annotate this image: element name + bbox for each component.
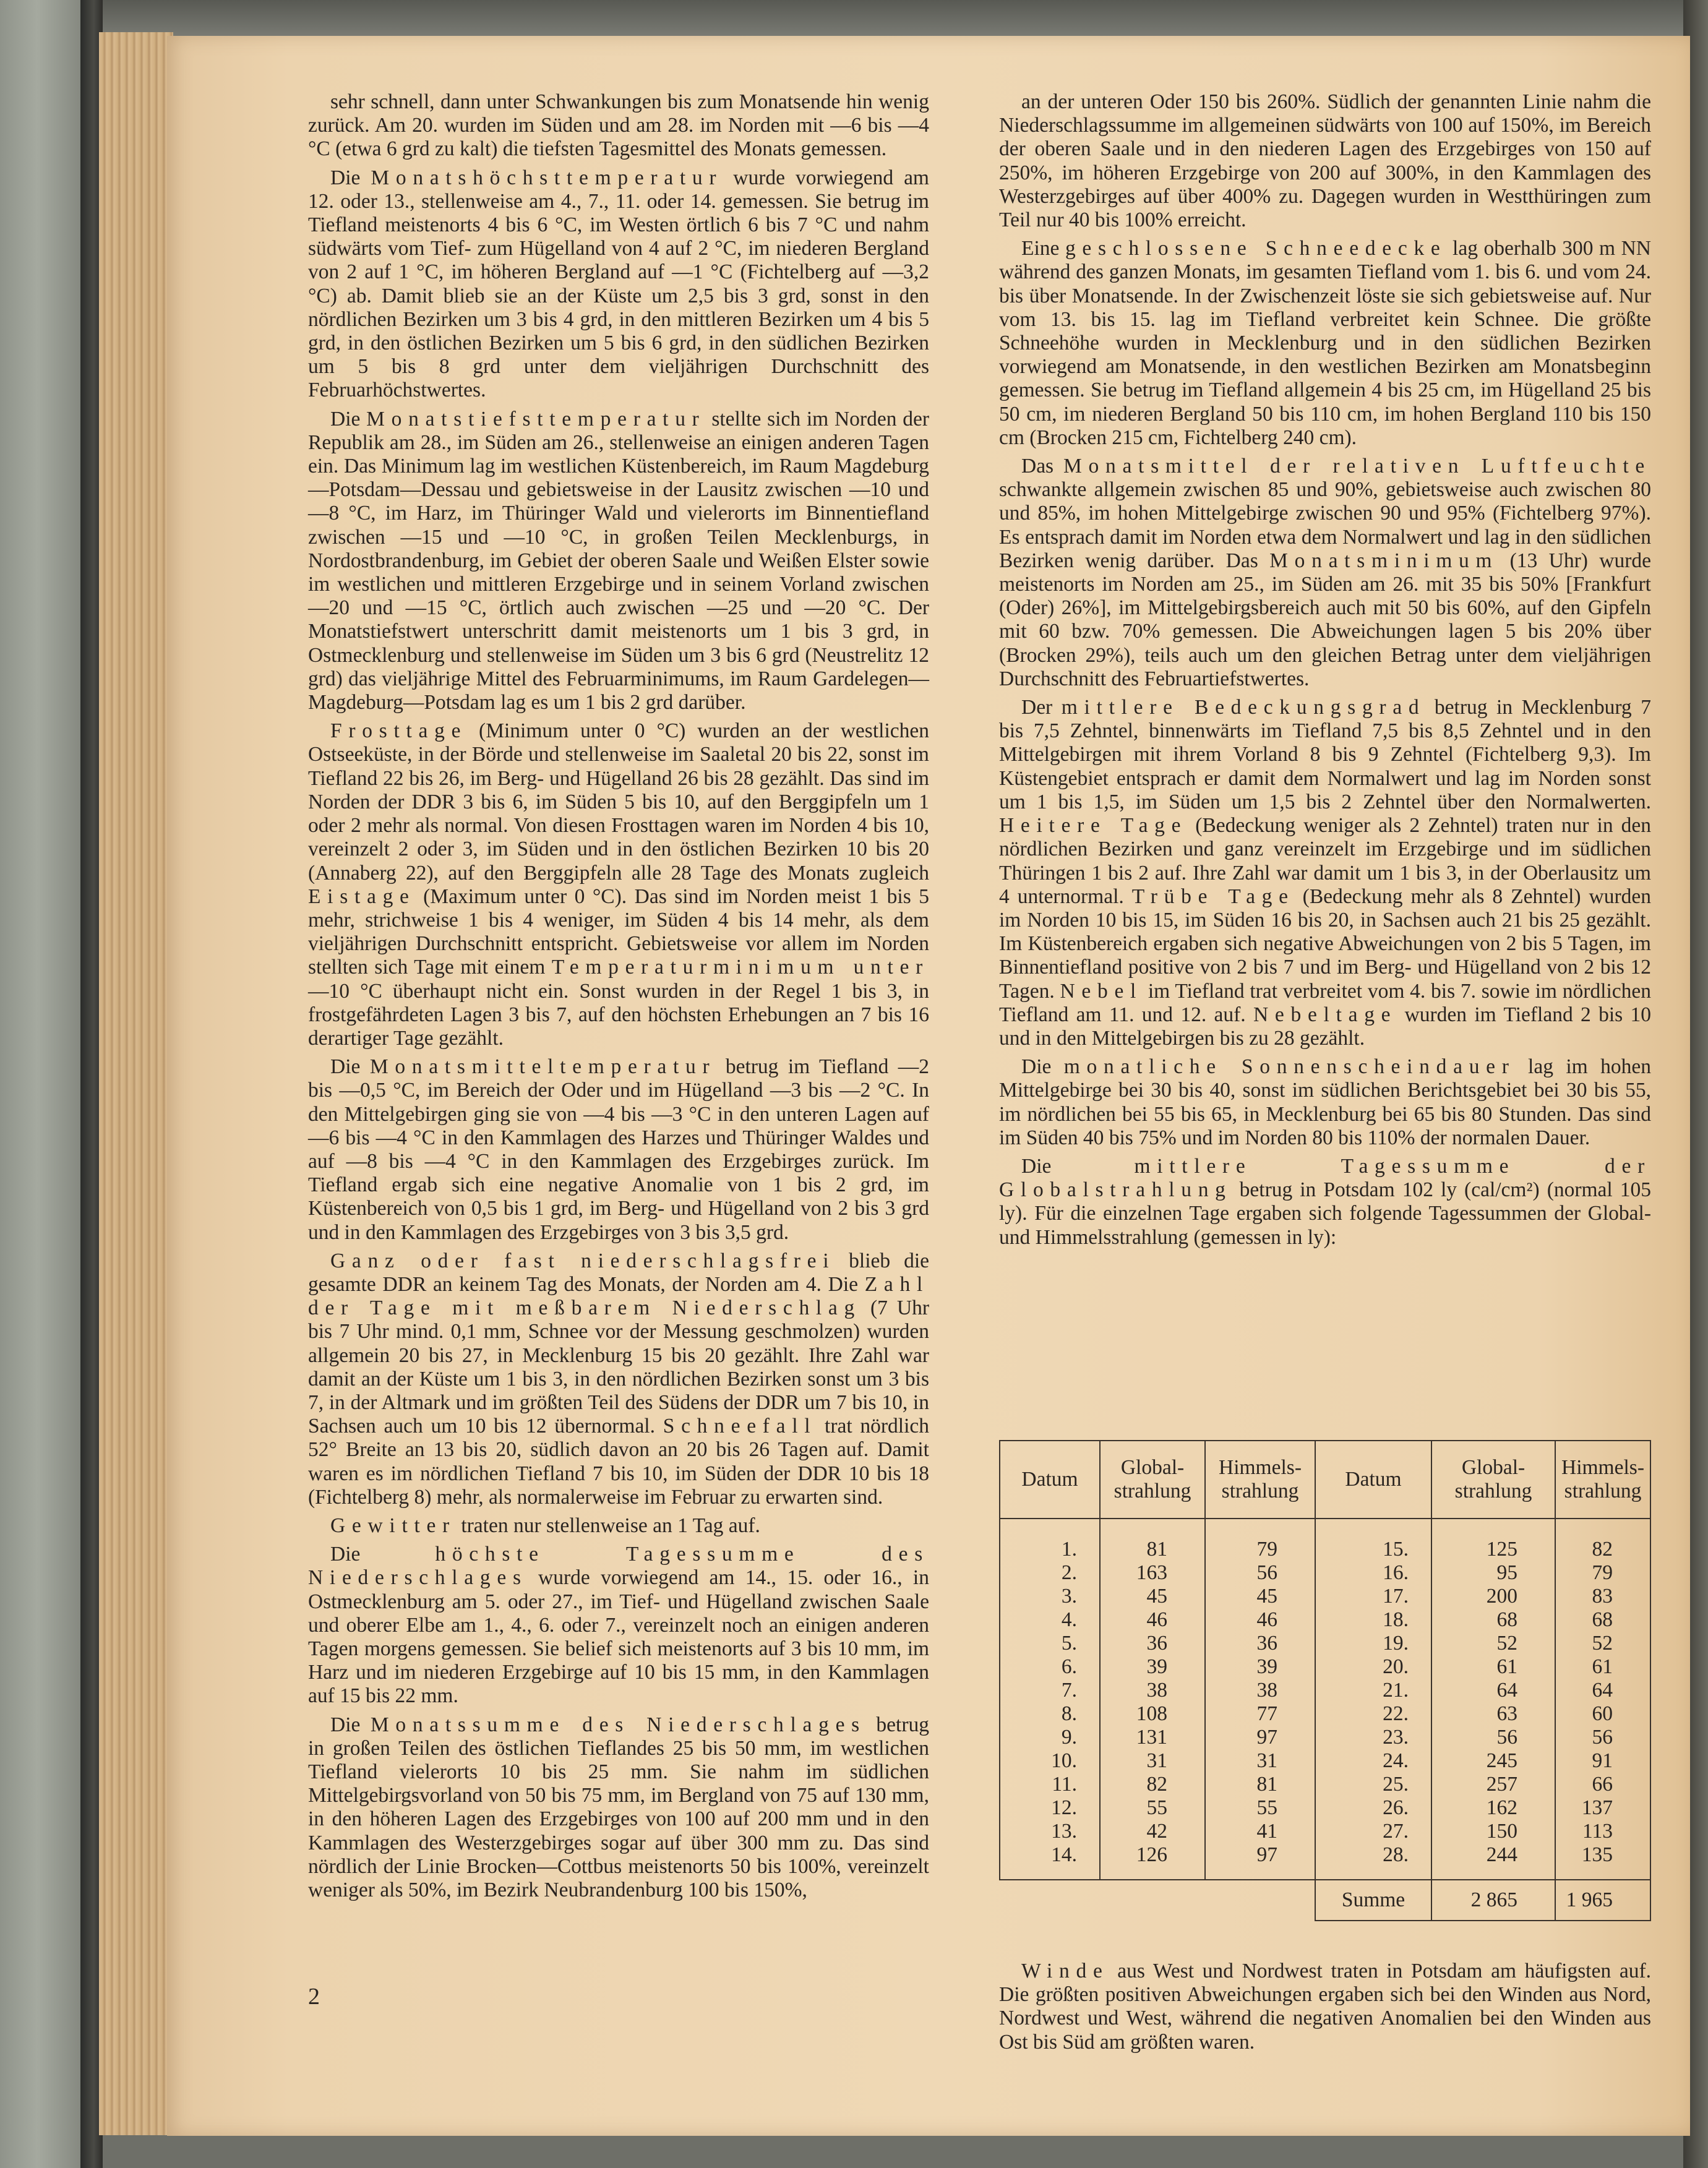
table-cell: 68 xyxy=(1431,1608,1555,1632)
table-cell: 7. xyxy=(1000,1679,1100,1702)
table-cell: 135 xyxy=(1555,1843,1650,1880)
paragraph xyxy=(308,1514,929,1538)
paragraph xyxy=(308,1543,929,1708)
spaced-term: Monatshöchsttemperatur xyxy=(371,166,723,189)
spaced-term: Frosttage xyxy=(330,719,468,743)
spaced-term: Zahl der Tage mit meßbarem Niederschlag xyxy=(308,1272,929,1320)
table-cell: 31 xyxy=(1100,1749,1205,1773)
text-run: (Bedeckung mehr als 8 Zehntel) wurden im Norden 10 bis 15, im Süden 16 bis 20, in Sachsen auch 21 bis 25 gezählt. Im Küstenbereich ergaben sich negative Abweichungen von 2 bis 5 Tagen, im Binnentiefland positive von 2 bis 7 und im Berg- und Hügelland von 2 bis 12 Tagen. xyxy=(999,885,1651,1003)
text-run: wurde vorwiegend am 14., 15. oder 16., in Ostmecklenburg am 5. oder 27., im Tief- und Hügelland zwischen Saale und oberer Elbe am 1., 4., 6. oder 7., vereinzelt noch an einigen anderen Tagen morgens gemessen. Sie belief sich meistenorts auf 3 bis 10 mm, im Harz und im niederen Erzgebirge auf 10 bis 15 mm, in den Kammlagen auf 15 bis 22 mm. xyxy=(308,1566,929,1708)
table-cell: 22. xyxy=(1315,1702,1431,1726)
table-cell: 83 xyxy=(1555,1585,1650,1608)
text-run: (7 Uhr bis 7 Uhr mind. 0,1 mm, Schnee vor der Messung geschmolzen) wurden allgemein 20 bis 27, in Mecklenburg 15 bis 20 gezählt. Ihre Zahl war damit an der Küste um 1 bis 3, in den nördlichen Bezirken sonst um 3 bis 7, in der Altmark und im größten Teil des Südens der DDR um 7 bis 10, in Sachsen auch um 10 bis 12 übernormal. xyxy=(308,1296,929,1438)
table-row xyxy=(1000,1820,1650,1843)
table-cell: 77 xyxy=(1205,1702,1315,1726)
table-cell: 46 xyxy=(1205,1608,1315,1632)
header-datum-2: Datum xyxy=(1315,1441,1431,1519)
table-cell: 6. xyxy=(1000,1655,1100,1679)
paragraph xyxy=(999,1960,1651,2054)
table-cell: 82 xyxy=(1100,1773,1205,1796)
table-cell: 31 xyxy=(1205,1749,1315,1773)
table-cell: 97 xyxy=(1205,1843,1315,1880)
table-sum-row xyxy=(1000,1880,1650,1921)
spaced-term: geschlossene Schneedecke xyxy=(1065,237,1447,260)
table-cell: 131 xyxy=(1100,1726,1205,1749)
table-row xyxy=(1000,1796,1650,1820)
header-datum-1: Datum xyxy=(1000,1441,1100,1519)
table-cell: 63 xyxy=(1431,1702,1555,1726)
paragraph xyxy=(999,1055,1651,1150)
table-row xyxy=(1000,1655,1650,1679)
spaced-term: Nebeltage xyxy=(1253,1003,1397,1026)
spaced-term: mittlere Bedeckungsgrad xyxy=(1061,696,1426,719)
table-row xyxy=(1000,1679,1650,1702)
text-run: lag oberhalb 300 m NN während des ganzen Monats, im gesamten Tiefland vom 1. bis 6. und vom 24. bis über Monatsende. In der Zwischenzeit löste sie sich gebietsweise auf. Nur vom 13. bis 15. lag im Tiefland verbreitet kein Schnee. Die größte Schneehöhe wurden in Mecklenburg und in den südlichen Bezirken vorwiegend am Monatsende, in den westlichen Bezirken am Monatsbeginn gemessen. Sie betrug im Tiefland allgemein 4 bis 25 cm, im Hügelland 25 bis 50 cm, im niederen Bergland 50 bis 110 cm, im hohen Bergland 110 bis 150 cm (Brocken 215 cm, Fichtelberg 240 cm). xyxy=(999,237,1651,449)
table-cell: 108 xyxy=(1100,1702,1205,1726)
table-cell: 25. xyxy=(1315,1773,1431,1796)
table-row xyxy=(1000,1702,1650,1726)
text-run: (Bedeckung weniger als 2 Zehntel) traten nur in den nördlichen Bezirken und ganz vereinzelt im Erzgebirge und im südlichen Thüringen 1 bis 2 auf. Ihre Zahl war damit um 1 bis 3, in der Oberlausitz um 4 unternormal. xyxy=(999,814,1652,908)
table-cell: 19. xyxy=(1315,1632,1431,1655)
table-cell: 79 xyxy=(1205,1538,1315,1561)
table-cell: 11. xyxy=(1000,1773,1100,1796)
table-cell: 64 xyxy=(1431,1679,1555,1702)
table-cell: 1. xyxy=(1000,1538,1100,1561)
spaced-term: Eistage xyxy=(308,885,416,908)
sum-label: Summe xyxy=(1315,1880,1431,1921)
table-cell: 5. xyxy=(1000,1632,1100,1655)
table-cell: 45 xyxy=(1205,1585,1315,1608)
table-cell: 61 xyxy=(1555,1655,1650,1679)
table-row xyxy=(1000,1608,1650,1632)
text-run: betrug in Potsdam 102 ly (cal/cm²) (normal 105 ly). Für die einzelnen Tage ergaben sich folgende Tagessummen der Global- und Himmelsstrahlung (gemessen in ly): xyxy=(999,1178,1651,1249)
spaced-term: Trübe Tage xyxy=(1131,885,1295,908)
text-run: betrug im Tiefland —2 bis —0,5 °C, im Bereich der Oder und im Hügelland —3 bis —2 °C. In den Mittelgebirgen ging sie von —4 bis —3 °C in den unteren Lagen auf —6 bis —4 °C in den Kammlagen des Harzes und Thüringer Waldes und auf —8 bis —4 °C in den Kammlagen des Erzgebirges zurück. Im Tiefland ergab sich eine negative Anomalie von 1 bis 2 grd, im Küstenbereich von 0,5 bis 1 grd, im Berg- und Hügelland von 2 bis 3 grd und in den Kammlagen des Erzgebirges von 3 bis 3,5 grd. xyxy=(308,1055,930,1244)
table-cell: 13. xyxy=(1000,1820,1100,1843)
table-sum-blank xyxy=(1000,1880,1315,1921)
table-cell: 42 xyxy=(1100,1820,1205,1843)
table-row xyxy=(1000,1749,1650,1773)
text-run: Die xyxy=(330,166,371,189)
table-header-row xyxy=(1000,1441,1650,1519)
table-row xyxy=(1000,1632,1650,1655)
text-run: Die xyxy=(1021,1154,1135,1178)
spaced-term: Gewitter xyxy=(330,1514,456,1537)
spaced-term: Ganz oder fast niederschlagsfrei xyxy=(330,1249,836,1272)
page-edges xyxy=(99,32,173,2135)
text-run: im Tiefland trat verbreitet vom 4. bis 7. sowie im nördlichen Tiefland am 11. und 12. auf. xyxy=(999,979,1651,1026)
table-cell: 137 xyxy=(1555,1796,1650,1820)
table-row xyxy=(1000,1585,1650,1608)
paragraph xyxy=(999,90,1651,232)
table-cell: 9. xyxy=(1000,1726,1100,1749)
left-text-column xyxy=(308,90,929,1907)
right-text-column xyxy=(999,90,1651,1254)
spaced-term: monatliche Sonnenscheindauer xyxy=(1063,1055,1516,1079)
spaced-term: Schneefall xyxy=(663,1415,817,1438)
table-cell: 56 xyxy=(1431,1726,1555,1749)
table-cell: 21. xyxy=(1315,1679,1431,1702)
text-run: Eine xyxy=(1021,237,1065,260)
text-run: blieb die gesamte DDR an keinem Tag des Monats, der Norden am 4. Die xyxy=(308,1249,929,1296)
table-cell: 60 xyxy=(1555,1702,1650,1726)
table-cell: 245 xyxy=(1431,1749,1555,1773)
text-run: an der unteren Oder 150 bis 260%. Südlich der genannten Linie nahm die Niederschlagssumme im allgemeinen südwärts von 100 auf 150%, im Bereich der oberen Saale und in den niederen Lagen des Erzgebirges von 150 auf 250%, im höheren Erzgebirge von 200 auf 300%, in den Kammlagen des Westerzgebirges auf über 400% zu. Dagegen wurden in Westthüringen zum Teil nur 40 bis 100% erreicht. xyxy=(999,90,1651,232)
spaced-term: Winde xyxy=(1021,1960,1109,1982)
text-run: Die xyxy=(1021,1055,1064,1079)
paragraph xyxy=(999,237,1651,450)
table-cell: 45 xyxy=(1100,1585,1205,1608)
spaced-term: Temperaturminimum unter xyxy=(551,956,930,979)
table-cell: 36 xyxy=(1205,1632,1315,1655)
paragraph xyxy=(308,166,929,403)
table-cell: 18. xyxy=(1315,1608,1431,1632)
table-cell: 163 xyxy=(1100,1561,1205,1585)
paragraph xyxy=(308,1055,929,1245)
table-cell: 257 xyxy=(1431,1773,1555,1796)
table-cell: 38 xyxy=(1100,1679,1205,1702)
spaced-term: Monatssumme des Niederschlages xyxy=(370,1713,866,1736)
table-cell: 20. xyxy=(1315,1655,1431,1679)
header-himmel-1: Himmels-strahlung xyxy=(1205,1441,1315,1519)
table-cell: 68 xyxy=(1555,1608,1650,1632)
document-page xyxy=(167,36,1690,2136)
table-cell: 56 xyxy=(1205,1561,1315,1585)
table-cell: 3. xyxy=(1000,1585,1100,1608)
paragraph xyxy=(308,408,929,715)
paragraph xyxy=(308,90,929,161)
paragraph xyxy=(999,696,1651,1050)
table-cell: 16. xyxy=(1315,1561,1431,1585)
radiation-table xyxy=(999,1440,1651,1921)
table-cell: 81 xyxy=(1205,1773,1315,1796)
table-cell: 64 xyxy=(1555,1679,1650,1702)
table-cell: 125 xyxy=(1431,1538,1555,1561)
paragraph xyxy=(308,719,929,1050)
paragraph xyxy=(999,455,1651,691)
table-cell: 52 xyxy=(1431,1632,1555,1655)
table-cell: 8. xyxy=(1000,1702,1100,1726)
text-run: schwankte allgemein zwischen 85 und 90%, gebietsweise auch zwischen 80 und 85%, im hohen Mittelgebirge zwischen 90 und 95% (Fichtelberg 97%). Es entsprach damit im Norden etwa dem Normalwert und lag in den südlichen Bezirken wenig darüber. Das xyxy=(999,478,1651,572)
text-run: Die xyxy=(330,1713,371,1736)
spaced-term: höchste Tagessumme des Niederschlages xyxy=(308,1543,929,1590)
table-cell: 79 xyxy=(1555,1561,1650,1585)
table-cell: 91 xyxy=(1555,1749,1650,1773)
table-cell: 162 xyxy=(1431,1796,1555,1820)
table-row xyxy=(1000,1726,1650,1749)
sum-value: 2 865 xyxy=(1431,1880,1555,1921)
table-cell: 126 xyxy=(1100,1843,1205,1880)
text-run: wurden im Tiefland 2 bis 10 und in den Mittelgebirgen bis zu 28 gezählt. xyxy=(999,1003,1651,1050)
table-cell: 150 xyxy=(1431,1820,1555,1843)
table-row xyxy=(1000,1773,1650,1796)
table-cell: 200 xyxy=(1431,1585,1555,1608)
paragraph xyxy=(308,1249,929,1509)
text-run: (Minimum unter 0 °C) wurden an der westlichen Ostseeküste, in der Börde und stellenweise im Saaletal 20 bis 22, sonst im Tiefland 22 bis 26, im Berg- und Hügelland 26 bis 28 gezählt. Das sind im Norden der DDR 3 bis 6, im Süden 5 bis 10, auf den Berggipfeln um 1 oder 2 mehr als normal. Von diesen Frosttagen waren im Norden 4 bis 10, vereinzelt 2 oder 3, im Süden und in den östlichen Bezirken 10 bis 20 (Annaberg 22), auf den Berggipfeln alle 28 Tage des Monats zugleich xyxy=(308,719,929,885)
winds-paragraph xyxy=(999,1960,1651,2054)
table-cell: 61 xyxy=(1431,1655,1555,1679)
table-body xyxy=(1000,1519,1650,1921)
text-run: betrug in großen Teilen des östlichen Tieflandes 25 bis 50 mm, im westlichen Tiefland vielerorts 10 bis 25 mm. Sie nahm im südlichen Mittelgebirgsvorland von 50 bis 75 mm, im Bergland von 75 auf 130 mm, in den höheren Lagen des Erzgebirges von 100 auf 200 mm und in den Kammlagen des Westerzgebirges sogar auf über 300 mm zu. Das sind nördlich der Linie Brocken—Cottbus meistenorts 50 bis 100%, vereinzelt weniger als 50%, im Bezirk Neubrandenburg 100 bis 150%, xyxy=(308,1713,929,1902)
spaced-term: Nebel xyxy=(1060,979,1143,1003)
table-row xyxy=(1000,1538,1650,1561)
header-global-2: Global-strahlung xyxy=(1431,1441,1555,1519)
spaced-term: Monatstiefsttemperatur xyxy=(366,407,706,431)
book-cover-left xyxy=(0,0,93,2168)
text-run: —10 °C überhaupt nicht ein. Sonst wurden in der Regel 1 bis 3, in frostgefährdeten Lagen 3 bis 7, auf den höchsten Erhebungen an 7 bis 16 derartiger Tage gezählt. xyxy=(308,979,929,1050)
table-row xyxy=(1000,1843,1650,1880)
table-cell: 39 xyxy=(1205,1655,1315,1679)
text-run: traten nur stellenweise an 1 Tag auf. xyxy=(455,1514,760,1537)
text-run: Das xyxy=(1021,455,1064,478)
table-cell: 17. xyxy=(1315,1585,1431,1608)
table-cell: 10. xyxy=(1000,1749,1100,1773)
table-cell: 14. xyxy=(1000,1843,1100,1880)
spaced-term: Monatsmitteltemperatur xyxy=(369,1055,716,1079)
spaced-term: Monatsmittel der relativen Luftfeuchte xyxy=(1063,455,1651,478)
text-run: betrug in Mecklenburg 7 bis 7,5 Zehntel, binnenwärts im Tiefland 7,5 bis 8,5 Zehntel und in den Mittelgebirgen mit ihrem Vorland 8 bis 9 Zehntel (Fichtelberg 9,3). Im Küstengebiet entsprach er damit dem Normalwert und lag im Norden sonst um 1 bis 1,5, im Süden um 1,5 bis 2 Zehntel über den Normalwerten. xyxy=(999,696,1651,813)
table-cell: 55 xyxy=(1205,1796,1315,1820)
table-cell: 26. xyxy=(1315,1796,1431,1820)
table-spacer-row xyxy=(1000,1519,1650,1538)
scan-background-top xyxy=(0,0,1708,37)
table-cell: 28. xyxy=(1315,1843,1431,1880)
table-cell: 15. xyxy=(1315,1538,1431,1561)
table-cell: 23. xyxy=(1315,1726,1431,1749)
spaced-term: Heitere Tage xyxy=(999,814,1188,838)
table-cell: 41 xyxy=(1205,1820,1315,1843)
table-cell: 82 xyxy=(1555,1538,1650,1561)
text-run: trat nördlich 52° Breite an 13 bis 20, südlich davon an 20 bis 26 Tagen auf. Damit waren es im nördlichen Tiefland 7 bis 10, im Süden der DDR 10 bis 18 (Fichtelberg 8) mehr, als normalerweise im Februar zu erwarten sind. xyxy=(308,1415,930,1509)
table-cell: 46 xyxy=(1100,1608,1205,1632)
text-run: aus West und Nordwest traten in Potsdam am häufigsten auf. Die größten positiven Abweichungen ergaben sich bei den Winden aus Nord, Nordwest und West, während die negativen Anomalien bei den Winden aus Ost bis Süd am größten waren. xyxy=(999,1960,1651,2054)
spaced-term: mittlere Tagessumme der Globalstrahlung xyxy=(999,1154,1651,1202)
table-row xyxy=(1000,1561,1650,1585)
table-cell: 52 xyxy=(1555,1632,1650,1655)
text-run: lag im hohen Mittelgebirge bei 30 bis 40, sonst im südlichen Berichtsgebiet bei 30 bis 55, im nördlichen bei 55 bis 65, in Mecklenburg bei 65 bis 80 Stunden. Das sind im Süden 40 bis 75% und im Norden 80 bis 110% der normalen Dauer. xyxy=(999,1055,1651,1149)
sum-value: 1 965 xyxy=(1555,1880,1650,1921)
table-cell: 81 xyxy=(1100,1538,1205,1561)
page-number: 2 xyxy=(308,1984,320,2010)
table-cell: 36 xyxy=(1100,1632,1205,1655)
text-run: stellte sich im Norden der Republik am 28., im Süden am 26., stellenweise an einigen anderen Tagen ein. Das Minimum lag im westlichen Küstenbereich, im Raum Magdeburg—Potsdam—Dessau und gebietsweise in der Lausitz zwischen —10 und —8 °C, im Harz, im Thüringer Wald und vielerorts im Binnentiefland zwischen —15 und —10 °C, in großen Teilen Mecklenburgs, in Nordostbrandenburg, im Gebiet der oberen Saale und Weißen Elster sowie im westlichen und mittleren Erzgebirge und in seinem Vorland zwischen —20 und —15 °C, örtlich auch zwischen —25 und —20 °C. Der Monatstiefstwert unterschritt damit meistenorts um 1 bis 3 grd, in Ostmecklenburg und stellenweise im Süden um 3 bis 6 grd (Neustrelitz 12 grd) das vieljährige Mittel des Februarminimums, im Raum Gardelegen—Magdeburg—Potsdam lag es um 1 bis 2 grd darüber. xyxy=(308,407,929,714)
spaced-term: Monatsminimum xyxy=(1269,549,1499,572)
table-cell: 97 xyxy=(1205,1726,1315,1749)
table-cell: 95 xyxy=(1431,1561,1555,1585)
text-run: (13 Uhr) wurde meistenorts im Norden am 25., im Süden am 26. mit 35 bis 50% [Frankfurt (Oder) 26%], im Mittelgebirgsbereich auch mit 50 bis 60%, auf den Gipfeln mit 60 bzw. 70% gemessen. Die Abweichungen lagen 5 bis 20% über (Brocken 29%), teils auch um den gleichen Betrag unter dem vieljährigen Durchschnitt des Februartiefstwertes. xyxy=(999,549,1651,690)
table-cell: 27. xyxy=(1315,1820,1431,1843)
table-cell: 12. xyxy=(1000,1796,1100,1820)
text-run: Die xyxy=(330,1055,370,1079)
table-cell: 4. xyxy=(1000,1608,1100,1632)
paragraph xyxy=(308,1713,929,1903)
paragraph xyxy=(999,1155,1651,1249)
text-run: Die xyxy=(330,1543,436,1566)
table-cell: 39 xyxy=(1100,1655,1205,1679)
table-cell: 55 xyxy=(1100,1796,1205,1820)
text-run: sehr schnell, dann unter Schwankungen bis zum Monatsende hin wenig zurück. Am 20. wurden im Süden und am 28. im Norden mit —6 bis —4 °C (etwa 6 grd zu kalt) die tiefsten Tagesmittel des Monats gemessen. xyxy=(308,90,929,161)
table-cell: 56 xyxy=(1555,1726,1650,1749)
header-global-1: Global-strahlung xyxy=(1100,1441,1205,1519)
table-cell: 38 xyxy=(1205,1679,1315,1702)
table-cell: 24. xyxy=(1315,1749,1431,1773)
header-himmel-2: Himmels-strahlung xyxy=(1555,1441,1650,1519)
table-cell: 2. xyxy=(1000,1561,1100,1585)
table-cell: 244 xyxy=(1431,1843,1555,1880)
table-cell: 113 xyxy=(1555,1820,1650,1843)
text-run: wurde vorwiegend am 12. oder 13., stellenweise am 4., 7., 11. oder 14. gemessen. Sie betrug im Tiefland meistenorts 4 bis 6 °C, im Westen örtlich 6 bis 7 °C und nahm südwärts vom Tief- zum Hügelland von 4 auf 2 °C, im niederen Bergland von 2 auf 1 °C, im höheren Bergland auf —1 °C (Fichtelberg auf —3,2 °C) ab. Damit blieb sie an der Küste um 2,5 bis 3 grd, sonst in den nördlichen Bezirken um 3 bis 4 grd, in den mittleren Bezirken um 4 bis 5 grd, in den östlichen Bezirken um 5 bis 6 grd, in den südlichen Bezirken um 5 bis 8 grd unter dem vieljährigen Durchschnitt des Februarhöchstwertes. xyxy=(308,166,929,402)
text-run: (Maximum unter 0 °C). Das sind im Norden meist 1 bis 5 mehr, strichweise 1 bis 4 weniger, im Süden 4 bis 14 mehr, als dem vieljährigen Durchschnitt entspricht. Gebietsweise vor allem im Norden stellten sich Tage mit einem xyxy=(308,885,929,979)
text-run: Der xyxy=(1021,696,1062,719)
table-cell: 66 xyxy=(1555,1773,1650,1796)
text-run: Die xyxy=(330,407,367,431)
